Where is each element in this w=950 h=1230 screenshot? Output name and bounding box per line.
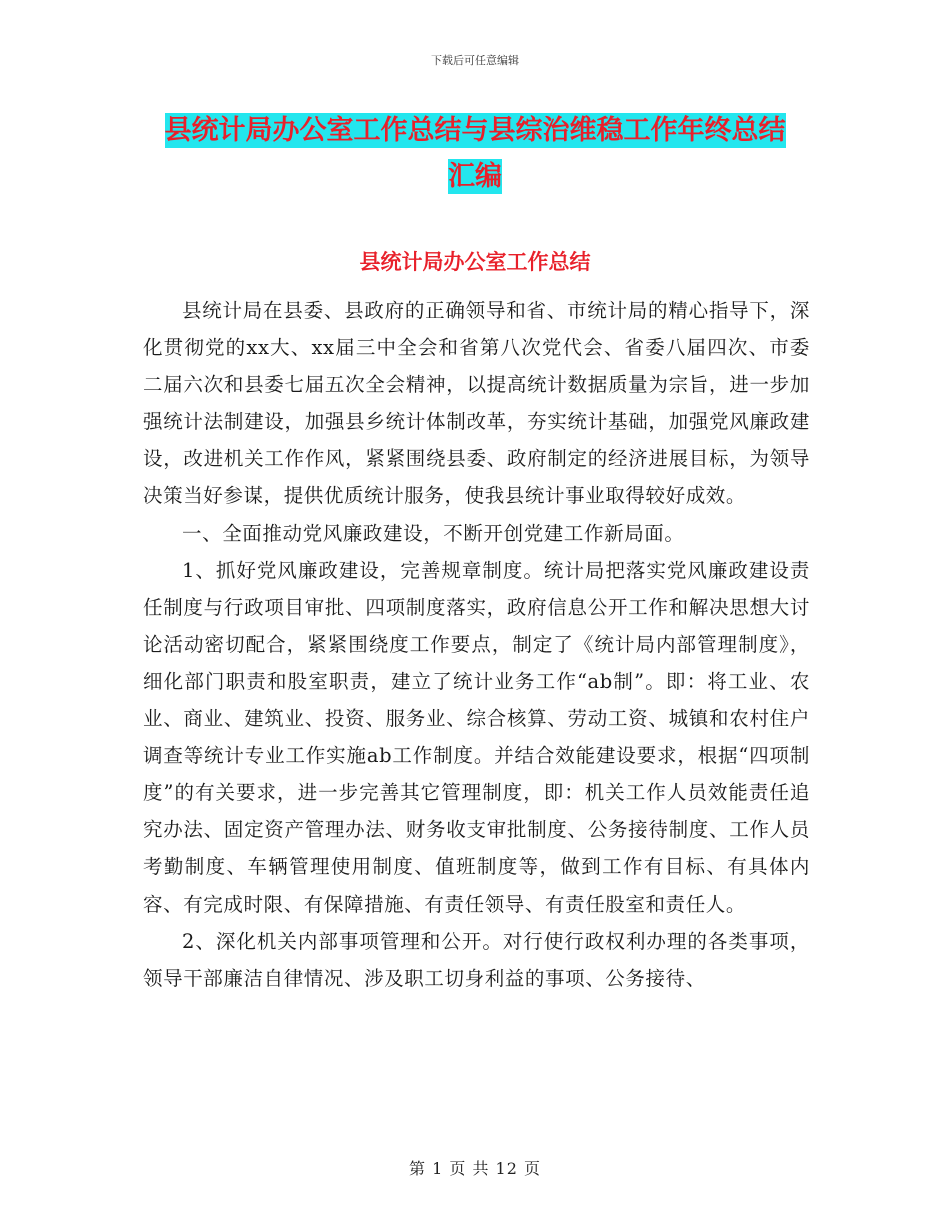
document-body <box>143 292 810 997</box>
page-footer-number: 第 1 页 共 12 页 <box>409 1159 541 1178</box>
paragraph-heading-1: 一、全面推动党风廉政建设，不断开创党建工作新局面。 <box>182 521 685 545</box>
page-header-note: 下载后可任意编辑 <box>431 54 519 67</box>
document-title-line1: 县统计局办公室工作总结与县综治维稳工作年终总结 <box>164 115 786 146</box>
paragraph-intro: 县统计局在县委、县政府的正确领导和省、市统计局的精心指导下，深化贯彻党的xx大、xx届三中全会和省第八次党代会、省委八届四次、市委二届六次和县委七届五次全会精神，以提高统计数据质量为宗旨，进一步加强统计法制建设，加强县乡统计体制改革，夯实统计基础，加强党风廉政建设，改进机关工作作风，紧紧围绕县委、政府制定的经济进展目标，为领导决策当好参谋，提供优质统计服务，使我县统计事业取得较好成效。 <box>143 299 810 508</box>
section-title: 县统计局办公室工作总结 <box>359 250 591 274</box>
document-title-line2: 汇编 <box>448 161 502 192</box>
document-title <box>140 108 810 200</box>
paragraph-item-2: 2、深化机关内部事项管理和公开。对行使行政权利办理的各类事项，领导干部廉洁自律情况、涉及职工切身利益的事项、公务接待、 <box>143 929 810 990</box>
paragraph-item-1: 1、抓好党风廉政建设，完善规章制度。统计局把落实党风廉政建设责任制度与行政项目审批、四项制度落实，政府信息公开工作和解决思想大讨论活动密切配合，紧紧围绕度工作要点，制定了《统计局内部管理制度》，细化部门职责和股室职责，建立了统计业务工作“ab制”。即：将工业、农业、商业、建筑业、投资、服务业、综合核算、劳动工资、城镇和农村住户调查等统计专业工作实施ab工作制度。并结合效能建设要求，根据“四项制度”的有关要求，进一步完善其它管理制度，即：机关工作人员效能责任追究办法、固定资产管理办法、财务收支审批制度、公务接待制度、工作人员考勤制度、车辆管理使用制度、值班制度等，做到工作有目标、有具体内容、有完成时限、有保障措施、有责任领导、有责任股室和责任人。 <box>143 558 810 916</box>
